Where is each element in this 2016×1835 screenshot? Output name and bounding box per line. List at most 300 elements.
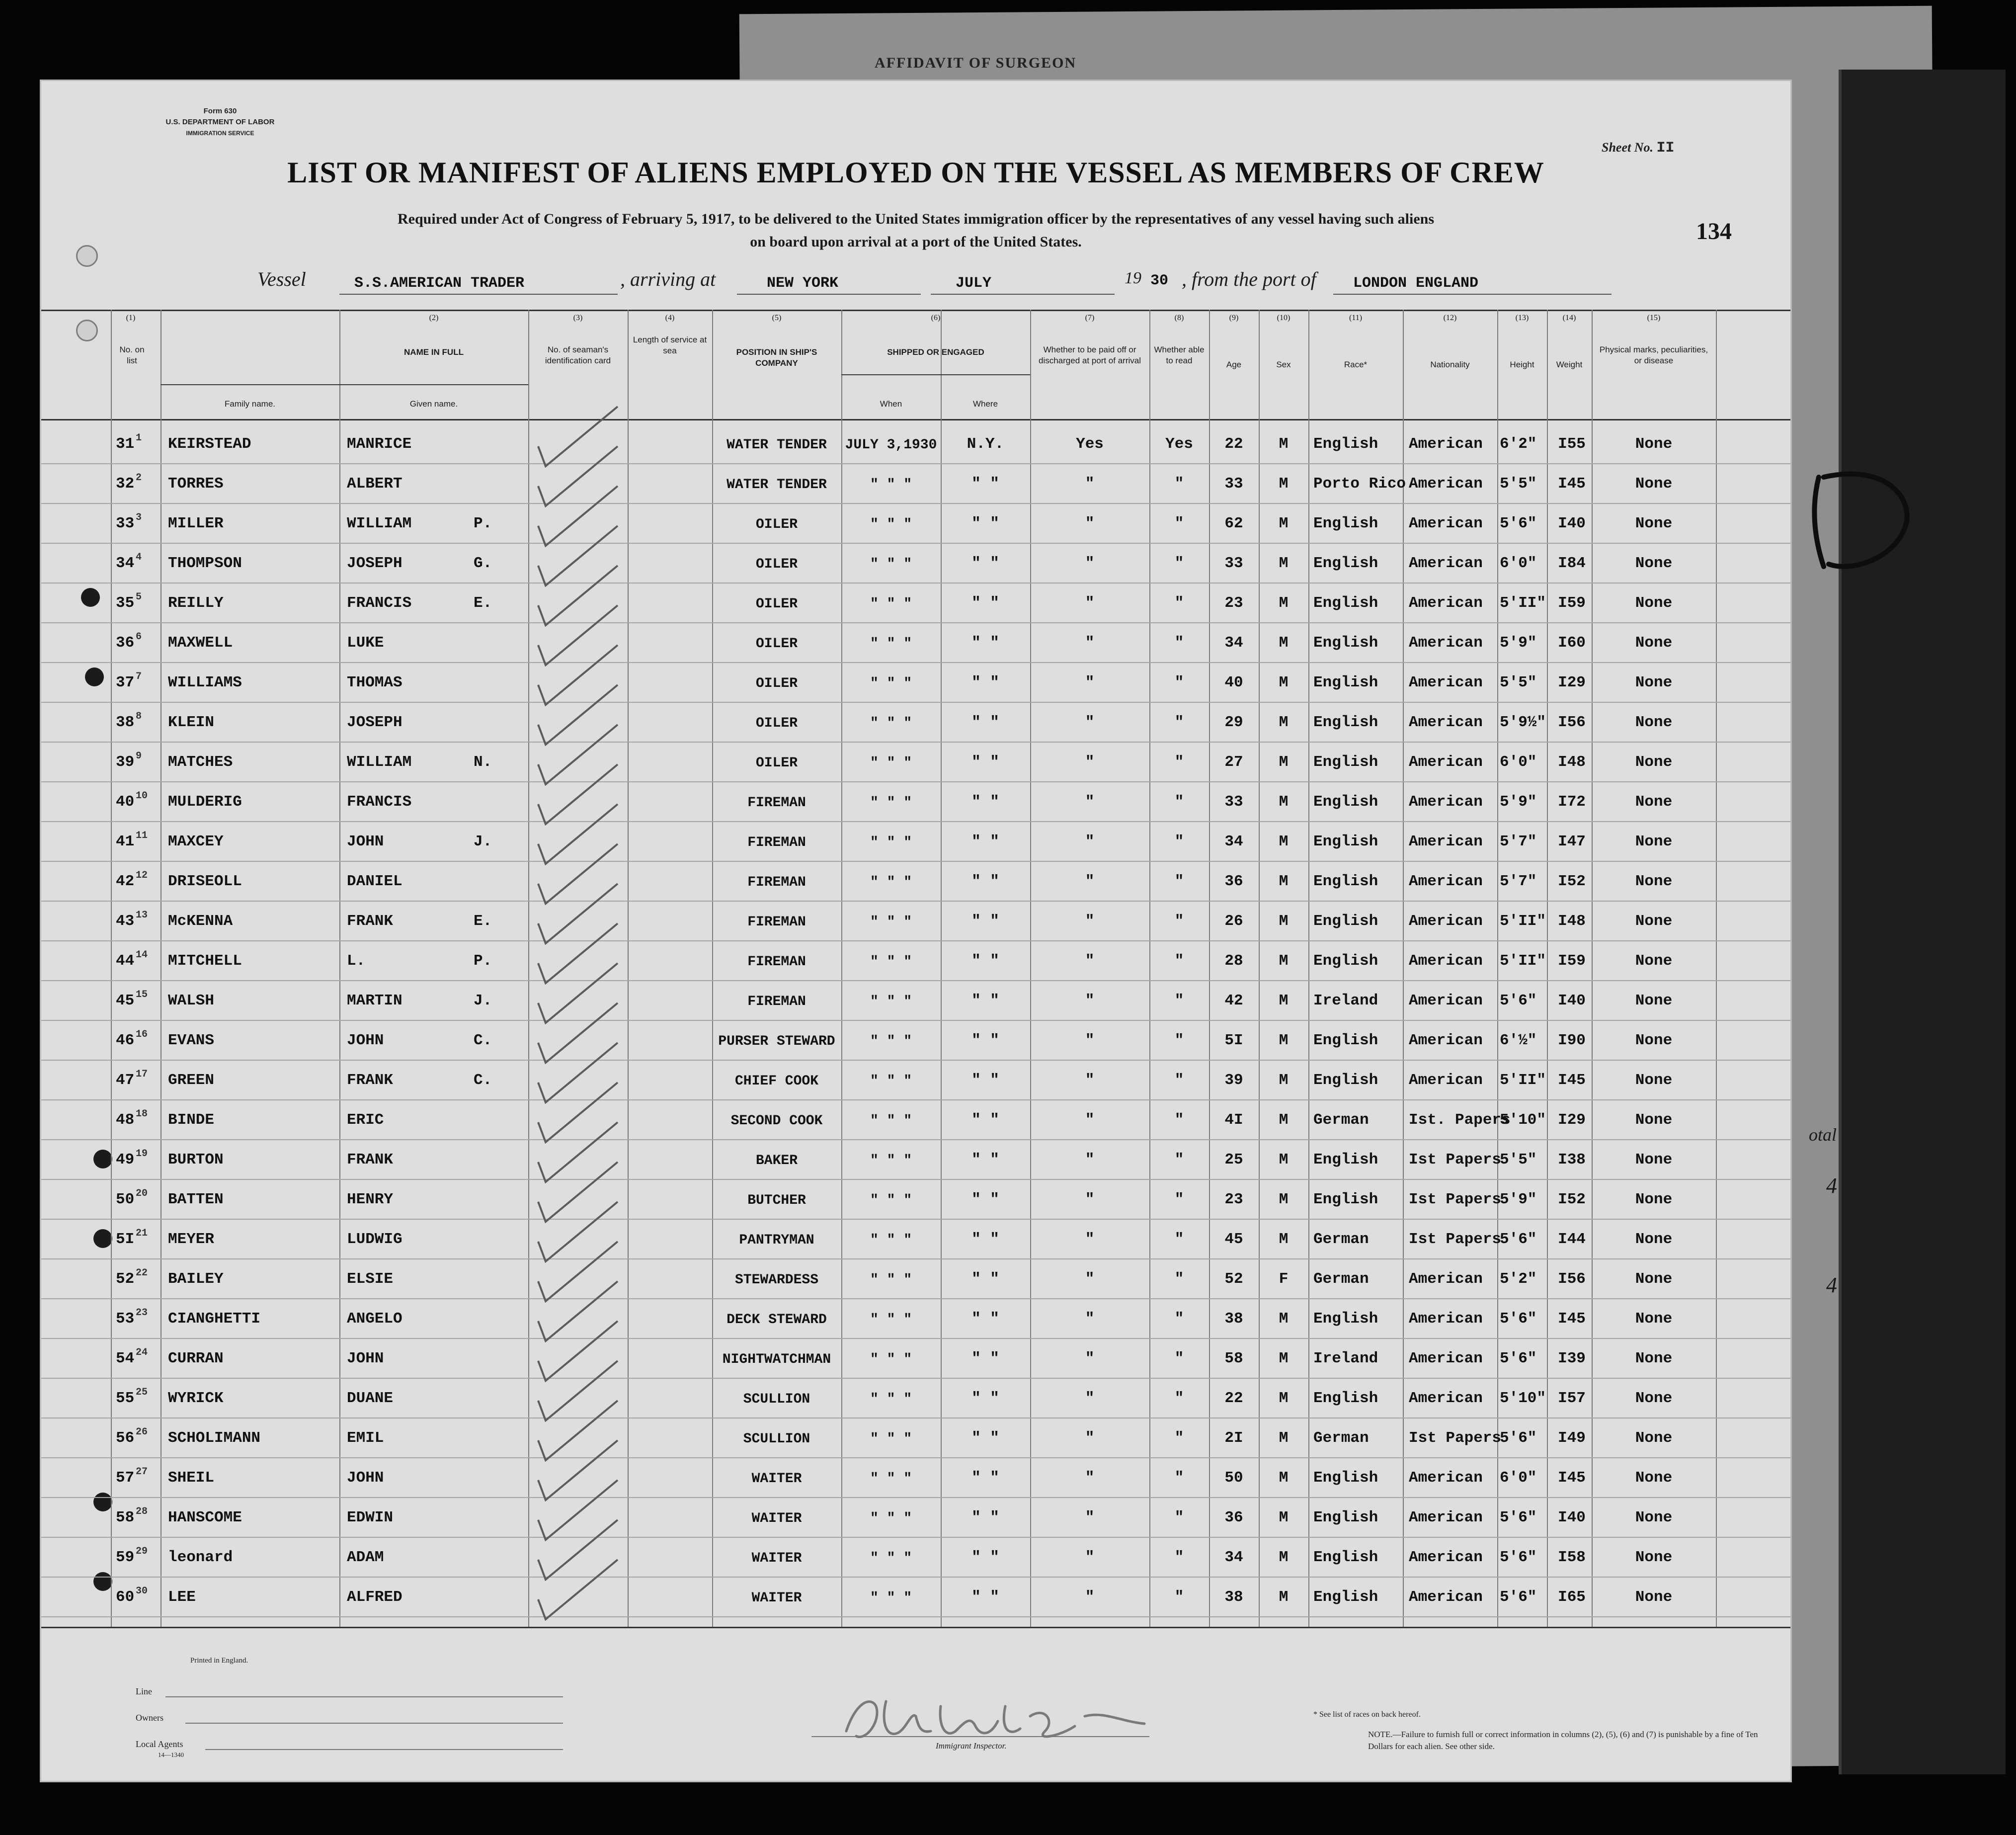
row-family: KLEIN — [168, 714, 215, 731]
row-nationality: American — [1409, 1549, 1483, 1566]
table-bottom-rule — [41, 1627, 1790, 1628]
row-paid: " — [1085, 475, 1095, 493]
col2-number: (2) — [429, 314, 439, 322]
row-marks: None — [1635, 1072, 1673, 1089]
row-read: " — [1174, 833, 1184, 850]
row-marks: None — [1635, 1270, 1673, 1288]
row-race: English — [1313, 1549, 1378, 1566]
row-old: 12 — [136, 870, 148, 881]
row-where: " " — [971, 1270, 999, 1288]
row-height: 5'6" — [1500, 1429, 1537, 1447]
row-read: " — [1174, 555, 1184, 572]
col6-header: SHIPPED OR ENGAGED — [887, 347, 984, 357]
col13-number: (13) — [1515, 314, 1529, 322]
row-race: English — [1313, 952, 1378, 970]
row-old: 2 — [136, 472, 142, 484]
row-age: 39 — [1224, 1072, 1243, 1089]
row-paid: " — [1085, 1310, 1095, 1328]
col11-number: (11) — [1349, 314, 1363, 322]
races-note: * See list of races on back hereof. — [1313, 1710, 1421, 1719]
agents-label: Local Agents — [136, 1739, 183, 1749]
row-weight: I45 — [1558, 1072, 1586, 1089]
row-sex: M — [1279, 1072, 1289, 1089]
row-height: 5'10" — [1500, 1111, 1546, 1129]
row-height: 5'II" — [1500, 952, 1546, 970]
row-position: OILER — [755, 716, 798, 731]
row-when: " " " — [870, 1113, 912, 1129]
row-given: JOHN — [347, 1032, 384, 1049]
row-paid: " — [1085, 873, 1095, 890]
row-weight: I56 — [1558, 1270, 1586, 1288]
row-nationality: Ist Papers — [1409, 1191, 1502, 1208]
row-sex: M — [1279, 1231, 1289, 1248]
month-rule — [931, 294, 1115, 295]
row-read: " — [1174, 1191, 1184, 1208]
row-read: " — [1174, 674, 1184, 691]
row-race: English — [1313, 714, 1378, 731]
row-when: " " " — [870, 1034, 912, 1049]
row-sex: M — [1279, 1151, 1289, 1168]
row-nationality: American — [1409, 1588, 1483, 1606]
row-nationality: Ist. Papers — [1409, 1111, 1511, 1129]
row-race: English — [1313, 634, 1378, 652]
row-position: FIREMAN — [747, 835, 806, 850]
row-where: " " — [971, 1151, 999, 1168]
row-position: PURSER STEWARD — [718, 1034, 835, 1049]
row-race: English — [1313, 1390, 1378, 1407]
row-old: 29 — [136, 1546, 148, 1557]
row-weight: I38 — [1558, 1151, 1586, 1168]
row-sex: M — [1279, 1509, 1289, 1526]
row-age: 4I — [1224, 1111, 1243, 1129]
row-old: 7 — [136, 671, 142, 682]
row-old: 14 — [136, 949, 148, 961]
row-race: German — [1313, 1429, 1369, 1447]
row-height: 5'II" — [1500, 1072, 1546, 1089]
row-family: BATTEN — [168, 1191, 224, 1208]
manifest-title: LIST OR MANIFEST OF ALIENS EMPLOYED ON THE VESSEL AS MEMBERS OF CREW — [287, 156, 1544, 189]
col4-number: (4) — [665, 314, 675, 322]
row-marks: None — [1635, 1390, 1673, 1407]
row-sex: M — [1279, 952, 1289, 970]
col2-header: NAME IN FULL — [404, 347, 464, 357]
row-height: 5'9" — [1500, 634, 1537, 652]
row-weight: I60 — [1558, 634, 1586, 652]
row-where: " " — [971, 634, 999, 652]
row-height: 5'10" — [1500, 1390, 1546, 1407]
row-height: 5'9" — [1500, 1191, 1537, 1208]
row-no: 33 — [116, 515, 135, 532]
row-nationality: American — [1409, 1032, 1483, 1049]
row-read: " — [1174, 1469, 1184, 1487]
row-family: MILLER — [168, 515, 224, 532]
row-height: 5'5" — [1500, 1151, 1537, 1168]
row-given: LUKE — [347, 634, 384, 652]
row-init: P. — [474, 515, 492, 532]
row-sex: M — [1279, 555, 1289, 572]
checkmark-strokes — [538, 407, 618, 1619]
row-family: THOMPSON — [168, 555, 242, 572]
row-height: 5'7" — [1500, 833, 1537, 850]
row-weight: I48 — [1558, 753, 1586, 771]
row-nationality: American — [1409, 714, 1483, 731]
row-marks: None — [1635, 1151, 1673, 1168]
row-position: SCULLION — [743, 1431, 810, 1447]
row-given: DUANE — [347, 1390, 394, 1407]
row-height: 5'6" — [1500, 1310, 1537, 1328]
row-read: " — [1174, 714, 1184, 731]
row-race: English — [1313, 1588, 1378, 1606]
row-paid: " — [1085, 1549, 1095, 1566]
row-height: 5'9½" — [1500, 714, 1546, 731]
row-height: 6'0" — [1500, 555, 1537, 572]
row-given: MANRICE — [347, 435, 412, 453]
col6-number: (6) — [931, 314, 941, 322]
row-old: 22 — [136, 1267, 148, 1279]
row-where: " " — [971, 1350, 999, 1367]
row-nationality: American — [1409, 793, 1483, 811]
row-nationality: American — [1409, 992, 1483, 1009]
row-given: ALFRED — [347, 1588, 403, 1606]
row-paid: " — [1085, 1429, 1095, 1447]
row-race: English — [1313, 833, 1378, 850]
row-init: C. — [474, 1072, 492, 1089]
row-when: JULY 3,1930 — [845, 437, 937, 453]
row-marks: None — [1635, 714, 1673, 731]
manifest-subtitle — [240, 208, 1592, 253]
row-nationality: Ist Papers — [1409, 1231, 1502, 1248]
arrival-month: JULY — [956, 275, 992, 292]
row-height: 5'5" — [1500, 674, 1537, 691]
row-age: 22 — [1224, 435, 1243, 453]
origin-port: LONDON ENGLAND — [1353, 275, 1479, 292]
row-position: STEWARDESS — [734, 1272, 819, 1288]
row-family: REILLY — [168, 594, 224, 612]
row-marks: None — [1635, 475, 1673, 493]
row-family: MAXCEY — [168, 833, 224, 850]
row-given: ERIC — [347, 1111, 384, 1129]
row-given: ELSIE — [347, 1270, 394, 1288]
row-sex: M — [1279, 753, 1289, 771]
row-age: 50 — [1224, 1469, 1243, 1487]
row-init: E. — [474, 594, 492, 612]
row-family: KEIRSTEAD — [168, 435, 251, 453]
row-no: 42 — [116, 873, 135, 890]
row-where: " " — [971, 555, 999, 572]
row-height: 5'6" — [1500, 1231, 1537, 1248]
row-height: 5'6" — [1500, 1350, 1537, 1367]
row-read: " — [1174, 515, 1184, 532]
row-weight: I40 — [1558, 515, 1586, 532]
col10-header: Sex — [1276, 360, 1291, 369]
row-read: " — [1174, 753, 1184, 771]
row-age: 40 — [1224, 674, 1243, 691]
row-position: BUTCHER — [747, 1193, 806, 1208]
row-paid: " — [1085, 1270, 1095, 1288]
row-weight: I65 — [1558, 1588, 1586, 1606]
col6-where-header: Where — [972, 399, 998, 409]
row-family: SCHOLIMANN — [168, 1429, 261, 1447]
row-read: " — [1174, 1429, 1184, 1447]
col4-header: Length of service at sea — [633, 335, 707, 355]
row-given: DANIEL — [347, 873, 403, 890]
row-weight: I57 — [1558, 1390, 1586, 1407]
row-no: 5I — [116, 1231, 135, 1248]
row-sex: M — [1279, 873, 1289, 890]
row-old: 26 — [136, 1426, 148, 1438]
row-old: 6 — [136, 631, 142, 643]
row-paid: " — [1085, 1111, 1095, 1129]
row-age: 36 — [1224, 873, 1243, 890]
row-given: WILLIAM — [347, 753, 412, 771]
printed-in-label: Printed in England. — [190, 1657, 248, 1665]
row-given: WILLIAM — [347, 515, 412, 532]
row-height: 5'7" — [1500, 873, 1537, 890]
row-where: " " — [971, 833, 999, 850]
row-init: E. — [474, 913, 492, 930]
department-name: U.S. DEPARTMENT OF LABOR — [165, 118, 275, 126]
owners-rule — [185, 1723, 563, 1724]
row-height: 6'0" — [1500, 1469, 1537, 1487]
row-weight: I59 — [1558, 594, 1586, 612]
col9-header: Age — [1226, 360, 1242, 369]
row-nationality: American — [1409, 634, 1483, 652]
form-number-block — [148, 106, 292, 139]
row-old: 28 — [136, 1506, 148, 1517]
row-marks: None — [1635, 1111, 1673, 1129]
row-marks: None — [1635, 1509, 1673, 1526]
row-paid: " — [1085, 952, 1095, 970]
row-nationality: American — [1409, 435, 1483, 453]
row-marks: None — [1635, 1191, 1673, 1208]
row-marks: None — [1635, 515, 1673, 532]
row-when: " " " — [870, 994, 912, 1009]
row-age: 34 — [1224, 833, 1243, 850]
row-given: ADAM — [347, 1549, 384, 1566]
row-weight: I45 — [1558, 475, 1586, 493]
col6-when-header: When — [880, 399, 902, 409]
row-age: 45 — [1224, 1231, 1243, 1248]
row-when: " " " — [870, 835, 912, 850]
row-marks: None — [1635, 1469, 1673, 1487]
col7-number: (7) — [1085, 314, 1095, 322]
row-height: 5'II" — [1500, 594, 1546, 612]
row-nationality: American — [1409, 1350, 1483, 1367]
row-read: " — [1174, 1310, 1184, 1328]
row-no: 34 — [116, 555, 135, 572]
row-read: " — [1174, 1350, 1184, 1367]
row-position: BAKER — [755, 1153, 798, 1168]
row-no: 37 — [116, 674, 135, 691]
row-marks: None — [1635, 634, 1673, 652]
row-weight: I84 — [1558, 555, 1586, 572]
row-old: 4 — [136, 552, 142, 563]
row-race: Porto Rico — [1313, 475, 1406, 493]
row-position: OILER — [755, 596, 798, 612]
row-weight: I48 — [1558, 913, 1586, 930]
owners-label: Owners — [136, 1713, 163, 1723]
row-race: English — [1313, 1072, 1378, 1089]
col13-header: Height — [1510, 360, 1534, 369]
row-when: " " " — [870, 915, 912, 930]
row-marks: None — [1635, 674, 1673, 691]
row-paid: " — [1085, 1509, 1095, 1526]
row-given: FRANCIS — [347, 793, 412, 811]
row-weight: I55 — [1558, 435, 1586, 453]
row-old: 1 — [136, 432, 142, 444]
row-height: 5'6" — [1500, 1549, 1537, 1566]
row-nationality: American — [1409, 1509, 1483, 1526]
row-given: MARTIN — [347, 992, 403, 1009]
row-no: 56 — [116, 1429, 135, 1447]
row-position: FIREMAN — [747, 875, 806, 890]
sheet-label: Sheet No. — [1602, 140, 1653, 155]
row-given: FRANK — [347, 1072, 394, 1089]
row-race: English — [1313, 913, 1378, 930]
row-height: 5'6" — [1500, 1588, 1537, 1606]
row-age: 42 — [1224, 992, 1243, 1009]
row-paid: " — [1085, 793, 1095, 811]
row-family: CIANGHETTI — [168, 1310, 261, 1328]
col11-header: Race* — [1344, 360, 1368, 369]
row-position: OILER — [755, 557, 798, 572]
sheet-value: II — [1656, 140, 1675, 157]
row-family: MULDERIG — [168, 793, 242, 811]
vessel-label: Vessel — [257, 268, 306, 290]
row-family: EVANS — [168, 1032, 215, 1049]
row-old: 18 — [136, 1108, 148, 1120]
row-marks: None — [1635, 594, 1673, 612]
row-given: FRANCIS — [347, 594, 412, 612]
row-old: 9 — [136, 751, 142, 762]
row-when: " " " — [870, 1153, 912, 1168]
row-position: NIGHTWATCHMAN — [722, 1352, 831, 1367]
row-age: 27 — [1224, 753, 1243, 771]
arriving-label: , arriving at — [620, 268, 716, 290]
row-given: ALBERT — [347, 475, 403, 493]
row-family: WALSH — [168, 992, 215, 1009]
row-nationality: American — [1409, 913, 1483, 930]
row-sex: M — [1279, 1032, 1289, 1049]
row-no: 43 — [116, 913, 135, 930]
row-old: 20 — [136, 1188, 148, 1199]
row-paid: " — [1085, 594, 1095, 612]
line-rule — [165, 1696, 563, 1697]
row-nationality: American — [1409, 555, 1483, 572]
row-paid: " — [1085, 1350, 1095, 1367]
subtitle-line-1: Required under Act of Congress of February 5, 1917, to be delivered to the United States immigration officer by the representatives of any vessel having such aliens — [398, 211, 1434, 227]
row-no: 52 — [116, 1270, 135, 1288]
page-number: 134 — [1696, 218, 1732, 245]
row-read: " — [1174, 594, 1184, 612]
row-paid: Yes — [1076, 435, 1104, 453]
row-marks: None — [1635, 1032, 1673, 1049]
row-weight: I72 — [1558, 793, 1586, 811]
row-height: 5'2" — [1500, 1270, 1537, 1288]
row-given: JOHN — [347, 833, 384, 850]
punch-hole — [76, 245, 98, 267]
port-rule — [737, 294, 921, 295]
row-sex: M — [1279, 1390, 1289, 1407]
row-old: 17 — [136, 1069, 148, 1080]
row-given: JOSEPH — [347, 555, 403, 572]
row-nationality: American — [1409, 1072, 1483, 1089]
row-paid: " — [1085, 674, 1095, 691]
row-old: 15 — [136, 989, 148, 1001]
row-family: leonard — [168, 1549, 233, 1566]
row-sex: M — [1279, 475, 1289, 493]
row-when: " " " — [870, 875, 912, 890]
row-family: LEE — [168, 1588, 196, 1606]
row-old: 30 — [136, 1585, 148, 1597]
row-paid: " — [1085, 753, 1095, 771]
row-marks: None — [1635, 793, 1673, 811]
row-family: DRISEOLL — [168, 873, 242, 890]
row-age: 58 — [1224, 1350, 1243, 1367]
row-sex: M — [1279, 913, 1289, 930]
row-read: " — [1174, 873, 1184, 890]
row-height: 6'2" — [1500, 435, 1537, 453]
row-paid: " — [1085, 634, 1095, 652]
row-sex: F — [1279, 1270, 1289, 1288]
row-where: " " — [971, 1588, 999, 1606]
col3-number: (3) — [573, 314, 583, 322]
row-age: 33 — [1224, 475, 1243, 493]
row-no: 47 — [116, 1072, 135, 1089]
row-given: EDWIN — [347, 1509, 394, 1526]
row-old: 10 — [136, 790, 148, 802]
year-suffix: 30 — [1150, 272, 1169, 289]
row-weight: I29 — [1558, 674, 1586, 691]
row-read: " — [1174, 634, 1184, 652]
col15-header: Physical marks, peculiarities, or disease — [1599, 345, 1708, 365]
row-race: English — [1313, 515, 1378, 532]
row-race: German — [1313, 1111, 1369, 1129]
row-when: " " " — [870, 755, 912, 771]
row-race: English — [1313, 1032, 1378, 1049]
row-age: 22 — [1224, 1390, 1243, 1407]
row-no: 45 — [116, 992, 135, 1009]
row-height: 5'9" — [1500, 793, 1537, 811]
row-no: 48 — [116, 1111, 135, 1129]
row-given: HENRY — [347, 1191, 394, 1208]
agents-code: 14—1340 — [158, 1751, 184, 1758]
row-paid: " — [1085, 555, 1095, 572]
row-read: " — [1174, 475, 1184, 493]
row-nationality: American — [1409, 873, 1483, 890]
col12-header: Nationality — [1430, 360, 1470, 369]
row-where: N.Y. — [967, 435, 1004, 453]
row-race: English — [1313, 1469, 1378, 1487]
row-no: 39 — [116, 753, 135, 771]
margin-mark-2: 4 — [1826, 1273, 1837, 1297]
row-when: " " " — [870, 1511, 912, 1526]
row-race: English — [1313, 435, 1378, 453]
row-marks: None — [1635, 992, 1673, 1009]
row-paid: " — [1085, 515, 1095, 532]
row-age: 62 — [1224, 515, 1243, 532]
row-position: FIREMAN — [747, 795, 806, 811]
row-marks: None — [1635, 873, 1673, 890]
row-family: MAXWELL — [168, 634, 233, 652]
row-where: " " — [971, 753, 999, 771]
row-age: 23 — [1224, 594, 1243, 612]
row-read: " — [1174, 1588, 1184, 1606]
row-when: " " " — [870, 1312, 912, 1328]
row-where: " " — [971, 992, 999, 1009]
row-weight: I40 — [1558, 992, 1586, 1009]
row-race: German — [1313, 1231, 1369, 1248]
